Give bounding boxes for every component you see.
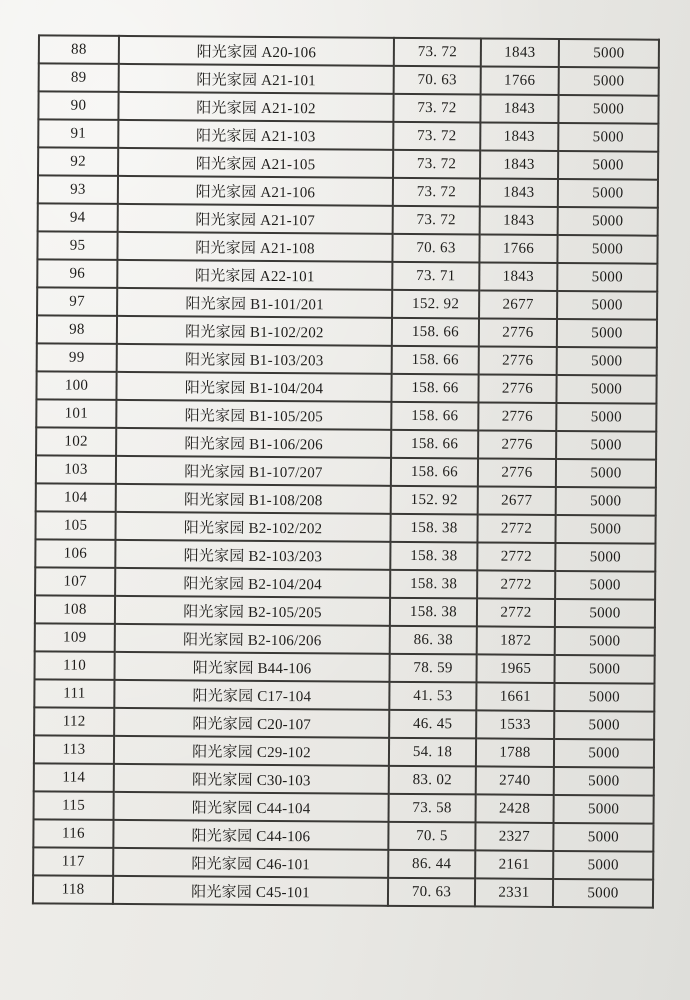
- area-cell: 158. 66: [391, 374, 478, 403]
- area-cell: 86. 44: [388, 850, 475, 879]
- row-index-cell: 91: [38, 119, 118, 148]
- row-index-cell: 116: [33, 819, 113, 848]
- area-cell: 86. 38: [390, 626, 477, 655]
- deposit-cell: 5000: [556, 431, 656, 460]
- row-index-cell: 109: [35, 623, 115, 652]
- deposit-cell: 5000: [558, 207, 658, 236]
- unit-name-cell: 阳光家园 B2-102/202: [115, 512, 390, 542]
- row-index-cell: 117: [33, 847, 113, 876]
- area-cell: 70. 63: [394, 66, 481, 95]
- unit-name-cell: 阳光家园 B1-101/201: [117, 288, 392, 318]
- row-index-cell: 103: [36, 455, 116, 484]
- price-cell: 2776: [478, 430, 556, 459]
- deposit-cell: 5000: [557, 263, 657, 292]
- area-cell: 73. 72: [393, 94, 480, 123]
- row-index-cell: 114: [34, 763, 114, 792]
- unit-name-cell: 阳光家园 C20-107: [114, 708, 389, 738]
- price-cell: 2331: [475, 878, 553, 907]
- table-row: [36, 427, 656, 459]
- deposit-cell: 5000: [557, 347, 657, 376]
- deposit-cell: 5000: [558, 123, 658, 152]
- table-row: [34, 735, 654, 767]
- deposit-cell: 5000: [559, 39, 659, 68]
- price-cell: 2327: [475, 822, 553, 851]
- price-cell: 2772: [477, 542, 555, 571]
- table-row: [34, 763, 654, 795]
- deposit-cell: 5000: [555, 599, 655, 628]
- table-row: [36, 483, 656, 515]
- unit-name-cell: 阳光家园 B1-102/202: [117, 316, 392, 346]
- row-index-cell: 96: [37, 259, 117, 288]
- deposit-cell: 5000: [555, 627, 655, 656]
- deposit-cell: 5000: [556, 403, 656, 432]
- unit-name-cell: 阳光家园 C44-104: [114, 792, 389, 822]
- unit-name-cell: 阳光家园 A21-108: [117, 232, 392, 262]
- deposit-cell: 5000: [558, 179, 658, 208]
- table-row: [36, 399, 656, 431]
- row-index-cell: 95: [37, 231, 117, 260]
- unit-name-cell: 阳光家园 B2-106/206: [115, 624, 390, 654]
- area-cell: 73. 72: [393, 178, 480, 207]
- price-cell: 2776: [478, 458, 556, 487]
- row-index-cell: 104: [36, 483, 116, 512]
- table-row: [35, 511, 655, 543]
- row-index-cell: 90: [38, 91, 118, 120]
- deposit-cell: 5000: [557, 235, 657, 264]
- price-cell: 1872: [477, 626, 555, 655]
- price-cell: 2776: [478, 402, 556, 431]
- unit-name-cell: 阳光家园 A21-106: [118, 176, 393, 206]
- price-cell: 1843: [480, 178, 558, 207]
- price-cell: 1661: [476, 682, 554, 711]
- price-cell: 1965: [476, 654, 554, 683]
- area-cell: 73. 58: [389, 794, 476, 823]
- table-row: [38, 203, 658, 235]
- deposit-cell: 5000: [554, 655, 654, 684]
- deposit-cell: 5000: [556, 487, 656, 516]
- unit-name-cell: 阳光家园 B1-103/203: [117, 344, 392, 374]
- area-cell: 152. 92: [392, 290, 479, 319]
- area-cell: 158. 38: [390, 542, 477, 571]
- deposit-cell: 5000: [554, 767, 654, 796]
- unit-name-cell: 阳光家园 C17-104: [114, 680, 389, 710]
- area-cell: 70. 5: [388, 822, 475, 851]
- row-index-cell: 111: [34, 679, 114, 708]
- deposit-cell: 5000: [558, 151, 658, 180]
- price-cell: 2776: [479, 346, 557, 375]
- unit-name-cell: 阳光家园 B44-106: [114, 652, 389, 682]
- area-cell: 73. 72: [394, 38, 481, 67]
- deposit-cell: 5000: [556, 459, 656, 488]
- row-index-cell: 118: [33, 875, 113, 904]
- row-index-cell: 115: [34, 791, 114, 820]
- area-cell: 158. 38: [390, 598, 477, 627]
- price-cell: 1766: [481, 66, 559, 95]
- unit-name-cell: 阳光家园 A20-106: [119, 36, 394, 66]
- deposit-cell: 5000: [553, 851, 653, 880]
- price-cell: 1843: [480, 206, 558, 235]
- table-row: [38, 175, 658, 207]
- area-cell: 152. 92: [391, 486, 478, 515]
- row-index-cell: 110: [34, 651, 114, 680]
- price-cell: 2428: [476, 794, 554, 823]
- price-cell: 2772: [477, 570, 555, 599]
- unit-name-cell: 阳光家园 A22-101: [117, 260, 392, 290]
- row-index-cell: 108: [35, 595, 115, 624]
- row-index-cell: 106: [35, 539, 115, 568]
- price-cell: 1533: [476, 710, 554, 739]
- table-row: [37, 315, 657, 347]
- row-index-cell: 112: [34, 707, 114, 736]
- document-table-region: [32, 34, 658, 908]
- deposit-cell: 5000: [553, 879, 653, 908]
- unit-name-cell: 阳光家园 B1-105/205: [116, 400, 391, 430]
- unit-name-cell: 阳光家园 B1-106/206: [116, 428, 391, 458]
- table-row: [38, 119, 658, 151]
- area-cell: 83. 02: [389, 766, 476, 795]
- price-cell: 2740: [476, 766, 554, 795]
- table-row: [36, 455, 656, 487]
- area-cell: 70. 63: [388, 878, 475, 907]
- table-row: [33, 875, 653, 907]
- unit-name-cell: 阳光家园 A21-107: [118, 204, 393, 234]
- deposit-cell: 5000: [554, 739, 654, 768]
- price-cell: 2677: [478, 486, 556, 515]
- table-row: [37, 287, 657, 319]
- table-row: [34, 707, 654, 739]
- table-row: [36, 371, 656, 403]
- area-cell: 158. 66: [392, 346, 479, 375]
- unit-name-cell: 阳光家园 B2-104/204: [115, 568, 390, 598]
- deposit-cell: 5000: [553, 823, 653, 852]
- table-row: [34, 679, 654, 711]
- area-cell: 158. 38: [390, 514, 477, 543]
- table-row: [35, 595, 655, 627]
- row-index-cell: 92: [38, 147, 118, 176]
- unit-name-cell: 阳光家园 B1-108/208: [116, 484, 391, 514]
- table-row: [34, 651, 654, 683]
- unit-name-cell: 阳光家园 B1-104/204: [116, 372, 391, 402]
- table-row: [35, 539, 655, 571]
- unit-price-table: [32, 34, 660, 908]
- area-cell: 73. 72: [393, 150, 480, 179]
- row-index-cell: 107: [35, 567, 115, 596]
- row-index-cell: 105: [35, 511, 115, 540]
- row-index-cell: 98: [37, 315, 117, 344]
- area-cell: 73. 72: [393, 122, 480, 151]
- deposit-cell: 5000: [555, 515, 655, 544]
- unit-name-cell: 阳光家园 C29-102: [114, 736, 389, 766]
- table-row: [37, 343, 657, 375]
- area-cell: 158. 66: [391, 458, 478, 487]
- area-cell: 70. 63: [392, 234, 479, 263]
- unit-name-cell: 阳光家园 C46-101: [113, 848, 388, 878]
- row-index-cell: 97: [37, 287, 117, 316]
- price-cell: 1766: [479, 234, 557, 263]
- deposit-cell: 5000: [555, 543, 655, 572]
- deposit-cell: 5000: [556, 375, 656, 404]
- table-row: [37, 231, 657, 263]
- deposit-cell: 5000: [557, 291, 657, 320]
- area-cell: 41. 53: [389, 682, 476, 711]
- row-index-cell: 99: [37, 343, 117, 372]
- deposit-cell: 5000: [554, 711, 654, 740]
- table-row: [38, 91, 658, 123]
- price-cell: 1843: [480, 94, 558, 123]
- unit-name-cell: 阳光家园 B1-107/207: [116, 456, 391, 486]
- unit-name-cell: 阳光家园 A21-105: [118, 148, 393, 178]
- table-row: [33, 847, 653, 879]
- row-index-cell: 100: [36, 371, 116, 400]
- table-row: [39, 35, 659, 67]
- price-cell: 2772: [477, 514, 555, 543]
- table-row: [38, 147, 658, 179]
- price-cell: 2677: [479, 290, 557, 319]
- deposit-cell: 5000: [559, 67, 659, 96]
- row-index-cell: 113: [34, 735, 114, 764]
- unit-name-cell: 阳光家园 A21-102: [118, 92, 393, 122]
- deposit-cell: 5000: [557, 319, 657, 348]
- area-cell: 158. 66: [391, 402, 478, 431]
- area-cell: 158. 66: [392, 318, 479, 347]
- price-cell: 1843: [481, 38, 559, 67]
- table-row: [39, 63, 659, 95]
- price-cell: 2776: [478, 374, 556, 403]
- deposit-cell: 5000: [554, 795, 654, 824]
- price-cell: 1843: [480, 122, 558, 151]
- unit-name-cell: 阳光家园 B2-105/205: [115, 596, 390, 626]
- area-cell: 158. 38: [390, 570, 477, 599]
- table-row: [33, 819, 653, 851]
- row-index-cell: 89: [39, 63, 119, 92]
- unit-name-cell: 阳光家园 C44-106: [113, 820, 388, 850]
- row-index-cell: 88: [39, 35, 119, 64]
- unit-name-cell: 阳光家园 B2-103/203: [115, 540, 390, 570]
- row-index-cell: 94: [38, 203, 118, 232]
- unit-name-cell: 阳光家园 C30-103: [114, 764, 389, 794]
- area-cell: 46. 45: [389, 710, 476, 739]
- unit-name-cell: 阳光家园 A21-101: [119, 64, 394, 94]
- deposit-cell: 5000: [555, 571, 655, 600]
- row-index-cell: 102: [36, 427, 116, 456]
- price-cell: 1843: [479, 262, 557, 291]
- row-index-cell: 93: [38, 175, 118, 204]
- price-cell: 2161: [475, 850, 553, 879]
- deposit-cell: 5000: [558, 95, 658, 124]
- table-row: [37, 259, 657, 291]
- area-cell: 54. 18: [389, 738, 476, 767]
- price-cell: 2772: [477, 598, 555, 627]
- area-cell: 158. 66: [391, 430, 478, 459]
- table-row: [35, 623, 655, 655]
- unit-name-cell: 阳光家园 C45-101: [113, 876, 388, 906]
- area-cell: 73. 72: [393, 206, 480, 235]
- table-row: [35, 567, 655, 599]
- unit-name-cell: 阳光家园 A21-103: [118, 120, 393, 150]
- unit-price-table-body: [33, 35, 659, 907]
- price-cell: 1843: [480, 150, 558, 179]
- deposit-cell: 5000: [554, 683, 654, 712]
- area-cell: 73. 71: [392, 262, 479, 291]
- row-index-cell: 101: [36, 399, 116, 428]
- price-cell: 2776: [479, 318, 557, 347]
- table-row: [34, 791, 654, 823]
- area-cell: 78. 59: [389, 654, 476, 683]
- price-cell: 1788: [476, 738, 554, 767]
